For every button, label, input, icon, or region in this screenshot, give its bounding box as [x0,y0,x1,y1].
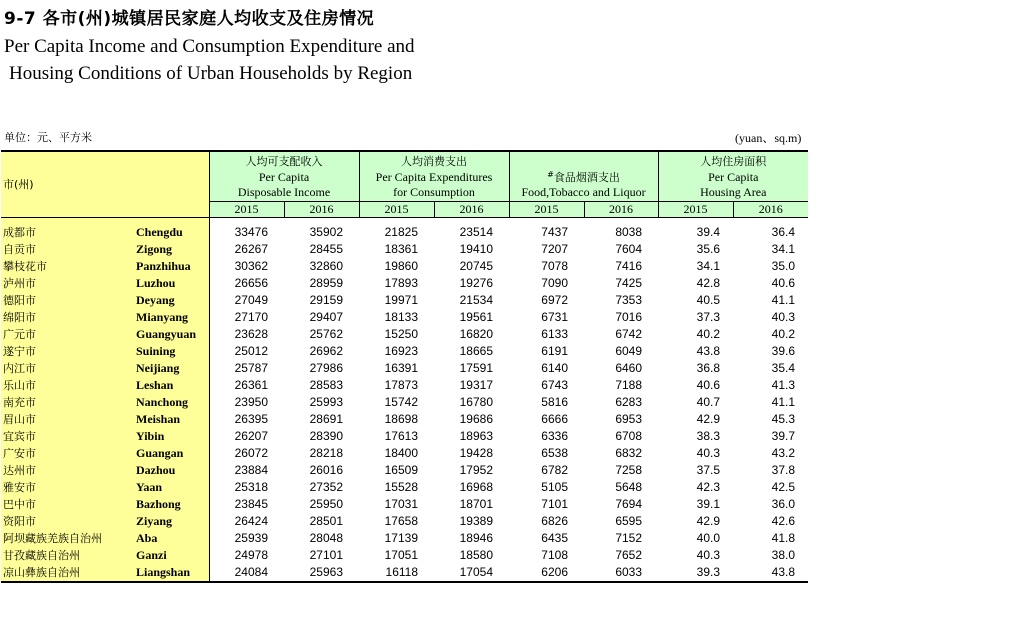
cell-value: 6191 [541,343,568,358]
cell-value: 41.1 [771,292,796,307]
cell-value: 23950 [209,394,284,411]
cell-value: 40.2 [771,326,796,341]
cell-value: 6538 [541,445,568,460]
cell-value: 42.5 [771,479,796,494]
cell-value: 23884 [209,462,284,479]
cell-value: 27049 [209,292,284,309]
cell-city: 广元市 [1,326,134,343]
header-income-cn: 人均可支配收入 [209,151,359,169]
cell-region: Ganzi [134,547,209,564]
table-row [1,462,808,479]
table-row [1,377,808,394]
header-consumption-en1: Per Capita Expenditures [359,169,509,185]
cell-value: 7437 [541,224,568,239]
cell-value: 17873 [384,377,418,392]
cell-value: 19971 [384,292,418,307]
cell-value: 27352 [309,479,343,494]
cell-region: Mianyang [134,309,209,326]
cell-value: 39.3 [658,564,733,582]
cell-city: 德阳市 [1,292,134,309]
cell-value: 41.3 [771,377,796,392]
cell-city: 宜宾市 [1,428,134,445]
cell-value: 19410 [459,241,493,256]
cell-value: 38.3 [696,428,721,443]
header-city: 市(州) [1,151,134,217]
cell-value: 43.2 [771,445,796,460]
table-row [1,411,808,428]
cell-value: 32860 [309,258,343,273]
cell-value: 28048 [309,530,343,545]
cell-value: 23845 [209,496,284,513]
cell-value: 25012 [209,343,284,360]
cell-value: 41.8 [771,530,796,545]
cell-region: Guangyuan [134,326,209,343]
cell-city: 资阳市 [1,513,134,530]
cell-value: 26361 [209,377,284,394]
table-row [1,224,808,241]
cell-city: 遂宁市 [1,343,134,360]
header-housing-cn: 人均住房面积 [658,151,808,169]
cell-value: 5816 [541,394,568,409]
cell-value: 19860 [384,258,418,273]
page-title-cn: 9-7 各市(州)城镇居民家庭人均收支及住房情况 [4,9,375,29]
cell-region: Leshan [134,377,209,394]
table-row [1,394,808,411]
cell-value: 6743 [541,377,568,392]
header-income-en1: Per Capita [209,169,359,185]
cell-value: 6742 [615,326,643,341]
cell-value: 28218 [309,445,343,460]
cell-value: 39.7 [771,428,796,443]
cell-value: 19686 [459,411,493,426]
cell-value: 38.0 [771,547,796,562]
cell-value: 21825 [384,224,418,239]
cell-value: 36.8 [696,360,721,375]
cell-city: 南充市 [1,394,134,411]
cell-value: 25939 [209,530,284,547]
cell-region: Chengdu [134,224,209,241]
year-header: 2015 [209,201,284,217]
table-row [1,547,808,564]
cell-value: 19428 [459,445,493,460]
cell-value: 25950 [309,496,343,511]
cell-value: 27986 [309,360,343,375]
cell-value: 18665 [459,343,493,358]
year-header: 2016 [733,201,808,217]
cell-value: 7604 [615,241,643,256]
cell-value: 6435 [541,530,568,545]
cell-value: 41.1 [771,394,796,409]
page-title-en-line1: Per Capita Income and Consumption Expenditure and [4,36,415,57]
cell-value: 17613 [384,428,418,443]
cell-value: 29407 [309,309,343,324]
cell-value: 26267 [209,241,284,258]
cell-value: 28390 [309,428,343,443]
cell-value: 7425 [615,275,643,290]
cell-city: 广安市 [1,445,134,462]
cell-value: 6283 [615,394,643,409]
table-body [1,217,808,582]
year-header: 2015 [509,201,584,217]
table-row [1,445,808,462]
cell-value: 42.3 [696,479,721,494]
cell-value: 7416 [615,258,643,273]
cell-value: 17051 [384,547,418,562]
cell-value: 35.0 [771,258,796,273]
table-row [1,360,808,377]
year-header: 2016 [434,201,509,217]
cell-value: 36.0 [771,496,796,511]
cell-value: 17031 [384,496,418,511]
cell-value: 42.6 [771,513,796,528]
cell-value: 16923 [384,343,418,358]
cell-value: 43.8 [733,564,808,582]
cell-value: 23514 [459,224,493,239]
cell-city: 泸州市 [1,275,134,292]
cell-value: 6049 [615,343,643,358]
year-header: 2016 [584,201,658,217]
cell-value: 25963 [284,564,359,582]
cell-value: 16968 [459,479,493,494]
cell-value: 6666 [541,411,568,426]
cell-value: 6033 [584,564,658,582]
table-row [1,258,808,275]
cell-value: 6953 [615,411,643,426]
cell-value: 7101 [541,496,568,511]
cell-value: 15528 [384,479,418,494]
cell-value: 37.5 [696,462,721,477]
cell-value: 7078 [541,258,568,273]
cell-value: 19317 [459,377,493,392]
cell-value: 6206 [509,564,584,582]
cell-region: Ziyang [134,513,209,530]
cell-value: 18963 [459,428,493,443]
cell-value: 28501 [309,513,343,528]
cell-value: 40.6 [771,275,796,290]
cell-value: 35902 [309,224,343,239]
cell-value: 15742 [384,394,418,409]
cell-city: 雅安市 [1,479,134,496]
cell-value: 7108 [541,547,568,562]
cell-value: 39.6 [771,343,796,358]
table-row [1,309,808,326]
table-row [1,292,808,309]
cell-value: 16780 [459,394,493,409]
cell-value: 42.9 [696,411,721,426]
cell-region: Deyang [134,292,209,309]
cell-city: 攀枝花市 [1,258,134,275]
cell-value: 27101 [309,547,343,562]
cell-value: 18698 [384,411,418,426]
table-row [1,241,808,258]
cell-region: Panzhihua [134,258,209,275]
cell-value: 16391 [384,360,418,375]
cell-value: 17591 [459,360,493,375]
cell-value: 18946 [459,530,493,545]
cell-region: Yaan [134,479,209,496]
table-row [1,564,808,582]
header-food-cn-text: 食品烟酒支出 [553,171,620,184]
cell-value: 6832 [615,445,643,460]
unit-label-en: (yuan、sq.m) [735,131,802,145]
cell-value: 45.3 [771,411,796,426]
cell-city: 阿坝藏族羌族自治州 [1,530,134,547]
cell-value: 26016 [309,462,343,477]
cell-value: 25318 [209,479,284,496]
cell-value: 28959 [309,275,343,290]
cell-value: 35.4 [771,360,796,375]
cell-value: 20745 [459,258,493,273]
cell-value: 16118 [359,564,434,582]
cell-value: 17139 [384,530,418,545]
cell-value: 40.3 [696,547,721,562]
table-row [1,479,808,496]
cell-value: 15250 [384,326,418,341]
cell-value: 25787 [209,360,284,377]
cell-value: 26072 [209,445,284,462]
cell-value: 39.4 [696,224,721,239]
cell-value: 7090 [541,275,568,290]
table-row [1,275,808,292]
cell-value: 28691 [309,411,343,426]
cell-region: Meishan [134,411,209,428]
cell-value: 6336 [541,428,568,443]
table-row [1,326,808,343]
cell-value: 7652 [615,547,643,562]
table-row [1,343,808,360]
cell-city: 成都市 [1,224,134,241]
cell-value: 5648 [615,479,643,494]
header-housing-en2: Housing Area [658,185,808,201]
cell-value: 6972 [541,292,568,307]
cell-region: Aba [134,530,209,547]
cell-city: 乐山市 [1,377,134,394]
cell-region: Bazhong [134,496,209,513]
cell-region: Dazhou [134,462,209,479]
cell-value: 26207 [209,428,284,445]
cell-value: 28583 [309,377,343,392]
header-consumption-en2: for Consumption [359,185,509,201]
cell-value: 18701 [459,496,493,511]
cell-value: 34.1 [696,258,721,273]
table-row [1,530,808,547]
cell-value: 40.5 [696,292,721,307]
cell-value: 37.3 [696,309,721,324]
table-row [1,428,808,445]
year-header: 2016 [284,201,359,217]
cell-value: 6133 [541,326,568,341]
cell-value: 16509 [384,462,418,477]
cell-value: 26424 [209,513,284,530]
cell-region: Neijiang [134,360,209,377]
page-title-en-line2: Housing Conditions of Urban Households by Region [9,63,413,84]
cell-value: 37.8 [771,462,796,477]
cell-value: 16820 [459,326,493,341]
cell-value: 23628 [209,326,284,343]
cell-value: 17658 [384,513,418,528]
header-region [134,151,209,217]
cell-value: 24978 [209,547,284,564]
cell-region: Nanchong [134,394,209,411]
cell-value: 7353 [615,292,643,307]
cell-value: 40.7 [696,394,721,409]
cell-value: 6782 [541,462,568,477]
cell-value: 19561 [459,309,493,324]
cell-value: 17054 [434,564,509,582]
footnote-mark: # [547,170,554,179]
year-header: 2015 [359,201,434,217]
cell-value: 18133 [384,309,418,324]
cell-value: 7207 [541,241,568,256]
cell-value: 40.0 [696,530,721,545]
cell-value: 6595 [615,513,643,528]
cell-city: 巴中市 [1,496,134,513]
cell-value: 7258 [615,462,643,477]
income-table [1,150,808,583]
cell-value: 17952 [459,462,493,477]
cell-region: Liangshan [134,564,209,582]
header-food-en: Food,Tobacco and Liquor [509,185,658,201]
cell-value: 34.1 [771,241,796,256]
cell-value: 28455 [309,241,343,256]
header-food-cn [509,151,658,185]
header-housing-en1: Per Capita [658,169,808,185]
cell-value: 6708 [615,428,643,443]
cell-city: 凉山彝族自治州 [1,564,134,582]
cell-region: Yibin [134,428,209,445]
cell-value: 26962 [309,343,343,358]
year-header: 2015 [658,201,733,217]
cell-value: 43.8 [696,343,721,358]
cell-value: 25993 [309,394,343,409]
cell-value: 30362 [209,258,284,275]
cell-value: 26656 [209,275,284,292]
unit-label-cn: 单位：元、平方米 [4,131,92,144]
cell-value: 42.9 [696,513,721,528]
cell-value: 26395 [209,411,284,428]
cell-city: 自贡市 [1,241,134,258]
cell-city: 达州市 [1,462,134,479]
cell-value: 40.6 [696,377,721,392]
cell-city: 眉山市 [1,411,134,428]
cell-value: 7188 [615,377,643,392]
cell-value: 7694 [615,496,643,511]
cell-value: 21534 [459,292,493,307]
cell-value: 18361 [384,241,418,256]
table-row [1,496,808,513]
cell-value: 35.6 [696,241,721,256]
cell-value: 19389 [459,513,493,528]
cell-region: Guangan [134,445,209,462]
cell-region: Suining [134,343,209,360]
cell-value: 5105 [541,479,568,494]
cell-value: 40.2 [696,326,721,341]
cell-value: 17893 [384,275,418,290]
cell-value: 18400 [384,445,418,460]
header-consumption-cn: 人均消费支出 [359,151,509,169]
cell-value: 7016 [615,309,643,324]
cell-value: 42.8 [696,275,721,290]
cell-value: 40.3 [696,445,721,460]
cell-city: 绵阳市 [1,309,134,326]
cell-value: 6826 [541,513,568,528]
table-row [1,513,808,530]
cell-region: Zigong [134,241,209,258]
cell-value: 24084 [209,564,284,582]
cell-value: 19276 [459,275,493,290]
cell-value: 7152 [615,530,643,545]
cell-value: 33476 [209,224,284,241]
cell-value: 6731 [541,309,568,324]
cell-value: 40.3 [771,309,796,324]
cell-city: 内江市 [1,360,134,377]
cell-value: 36.4 [771,224,796,239]
cell-value: 25762 [309,326,343,341]
cell-value: 29159 [309,292,343,307]
cell-value: 6460 [615,360,643,375]
header-income-en2: Disposable Income [209,185,359,201]
cell-city: 甘孜藏族自治州 [1,547,134,564]
cell-value: 27170 [209,309,284,326]
cell-value: 6140 [541,360,568,375]
cell-value: 39.1 [696,496,721,511]
cell-region: Luzhou [134,275,209,292]
cell-value: 18580 [459,547,493,562]
cell-value: 8038 [615,224,643,239]
